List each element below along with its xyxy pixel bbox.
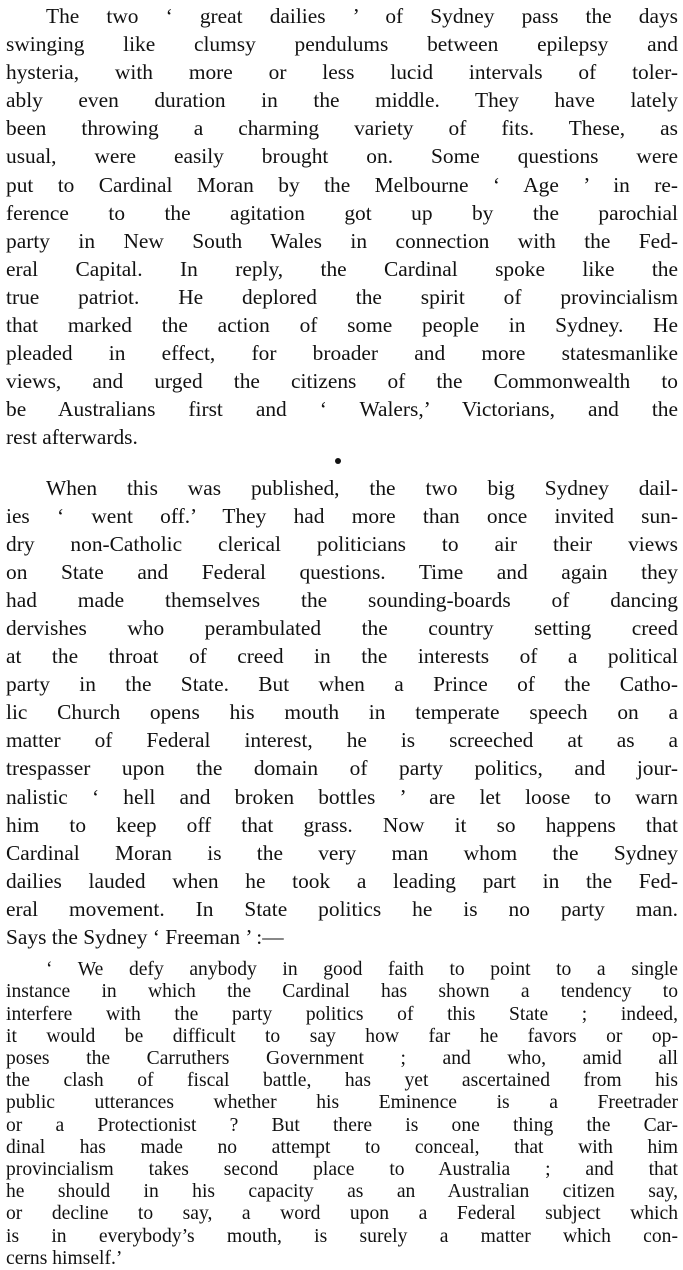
text-line: that marked the action of some people in Sydney. He [6,313,678,338]
text-line: pleaded in effect, for broader and more statesmanlike [6,341,678,366]
text-line: nalistic ‘ hell and broken bottles ’ are let loose to warn [6,784,678,809]
text-line: true patriot. He deplored the spirit of provincialism [6,284,678,309]
text-line: he should in his capacity as an Australian citizen say, [6,1181,678,1203]
article-page [6,2,678,1270]
text-line: provincialism takes second place to Australia ; and that [6,1158,678,1180]
text-line: swinging like clumsy pendulums between epilepsy and [6,32,678,57]
text-line: eral movement. In State politics he is no party man. [6,896,678,921]
text-line: on State and Federal questions. Time and again they [6,559,678,584]
paragraph-2 [6,474,678,952]
text-line: public utterances whether his Eminence is a Freetrader [6,1092,678,1114]
text-line: at the throat of creed in the interests of a political [6,644,678,669]
text-line: trespasser upon the domain of party politics, and jour- [6,756,678,781]
text-line: ies ‘ went off.’ They had more than once invited sun- [6,503,678,528]
text-line: dinal has made no attempt to conceal, that with him [6,1136,678,1158]
text-line: ‘ We defy anybody in good faith to point to a single [46,959,678,981]
text-line: dervishes who perambulated the country setting creed [6,615,678,640]
quotation-block [6,959,678,1270]
separator-dot-icon [335,458,341,464]
paragraph-1 [6,2,678,452]
text-line: The two ‘ great dailies ’ of Sydney pass the days [46,4,678,28]
text-line: interfere with the party politics of this State ; indeed, [6,1003,678,1025]
text-line: rest afterwards. [6,425,138,450]
text-line: or a Protectionist ? But there is one thing the Car- [6,1114,678,1136]
text-line: views, and urged the citizens of the Commonwealth to [6,369,678,394]
text-line: is in everybody’s mouth, is surely a matter which con- [6,1225,678,1247]
text-line: be Australians first and ‘ Walers,’ Victorians, and the [6,397,678,422]
text-line: had made themselves the sounding-boards of dancing [6,587,678,612]
text-line: Says the Sydney ‘ Freeman ’ :— [6,925,284,949]
text-line: or decline to say, a word upon a Federal subject which [6,1203,678,1225]
text-line: matter of Federal interest, he is screeched at as a [6,728,678,753]
text-line: Cardinal Moran is the very man whom the Sydney [6,840,678,865]
text-line: poses the Carruthers Government ; and who, amid all [6,1047,678,1069]
text-line: the clash of fiscal battle, has yet ascertained from his [6,1070,678,1092]
text-line: hysteria, with more or less lucid intervals of toler- [6,60,678,85]
section-separator [6,452,678,474]
text-line: put to Cardinal Moran by the Melbourne ‘ Age ’ in re- [6,172,678,197]
text-line: ference to the agitation got up by the parochial [6,200,678,225]
text-line: ably even duration in the middle. They have lately [6,88,678,113]
text-line: him to keep off that grass. Now it so happens that [6,812,678,837]
text-line: When this was published, the two big Sydney dail- [46,475,678,500]
text-line: been throwing a charming variety of fits. These, as [6,116,678,141]
text-line: eral Capital. In reply, the Cardinal spoke like the [6,256,678,281]
text-line: it would be difficult to say how far he favors or op- [6,1025,678,1047]
text-line: lic Church opens his mouth in temperate speech on a [6,700,678,725]
text-line: party in the State. But when a Prince of the Catho- [6,672,678,697]
text-line: party in New South Wales in connection with the Fed- [6,228,678,253]
text-line: cerns himself.’ [6,1247,123,1269]
text-line: usual, were easily brought on. Some questions were [6,144,678,169]
text-line: dry non-Catholic clerical politicians to air their views [6,531,678,556]
spacer [6,951,678,959]
text-line: instance in which the Cardinal has shown a tendency to [6,981,678,1003]
text-line: dailies lauded when he took a leading part in the Fed- [6,868,678,893]
